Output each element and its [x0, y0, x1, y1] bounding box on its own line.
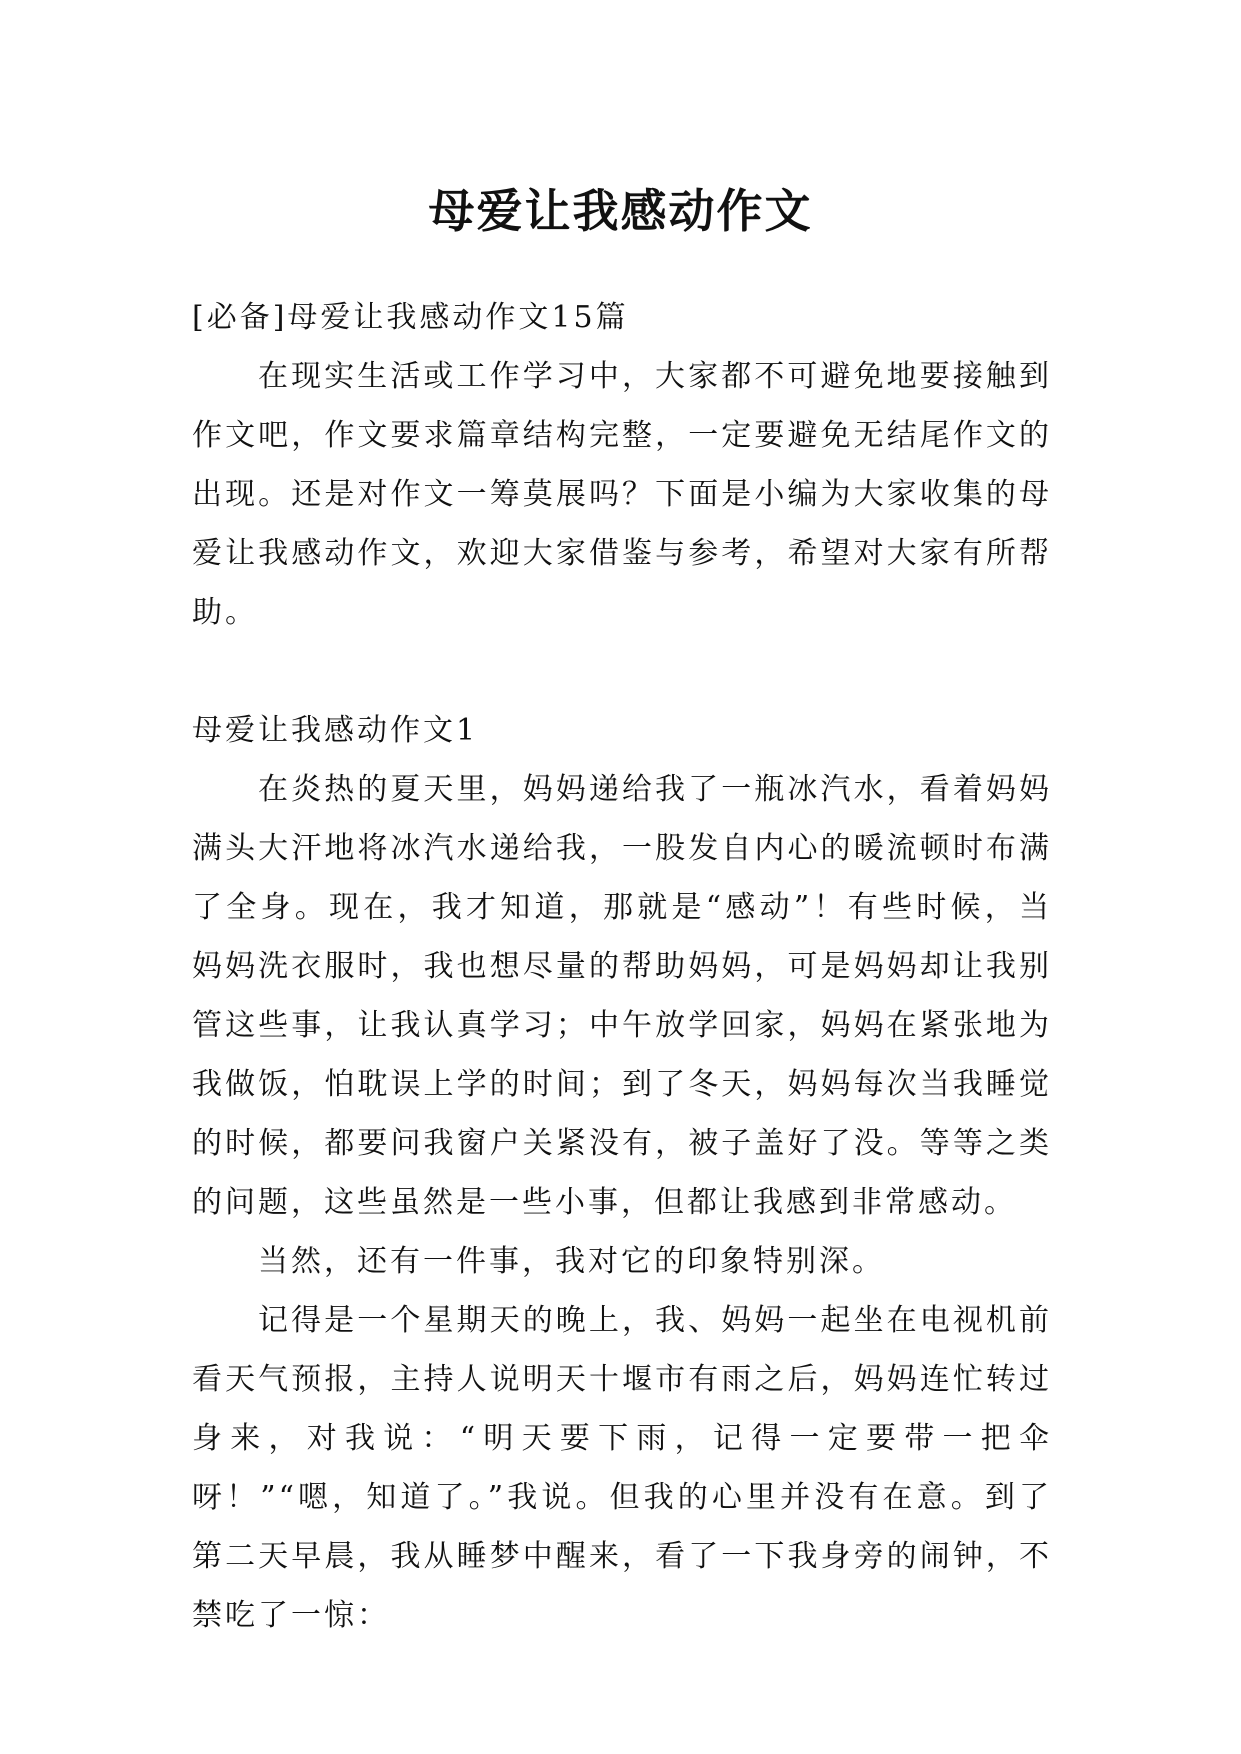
- document-subtitle: [必备]母爱让我感动作文15篇: [192, 300, 629, 335]
- paragraph-spacer: [192, 642, 1052, 701]
- body-paragraph: 当然，还有一件事，我对它的印象特别深。: [258, 1244, 885, 1279]
- document-title: 母爱让我感动作文: [428, 183, 813, 238]
- body-paragraph: 在炎热的夏天里，妈妈递给我了一瓶冰汽水，看着妈妈满头大汗地将冰汽水递给我，一股发自内心的暖流顿时布满了全身。现在，我才知道，那就是“感动”！有些时候，当妈妈洗衣服时，我也想尽量的帮助妈妈，可是妈妈却让我别管这些事，让我认真学习；中午放学回家，妈妈在紧张地为我做饭，怕耽误上学的时间；到了冬天，妈妈每次当我睡觉的时候，都要问我窗户关紧没有，被子盖好了没。等等之类的问题，这些虽然是一些小事，但都让我感到非常感动。: [192, 772, 1052, 1220]
- document-body: [192, 288, 1052, 1645]
- body-paragraph: 记得是一个星期天的晚上，我、妈妈一起坐在电视机前看天气预报，主持人说明天十堰市有雨之后，妈妈连忙转过身来，对我说：“明天要下雨，记得一定要带一把伞呀！”“嗯，知道了。”我说。但我的心里并没有在意。到了第二天早晨，我从睡梦中醒来，看了一下我身旁的闹钟，不禁吃了一惊：: [192, 1303, 1052, 1633]
- section-heading: 母爱让我感动作文1: [192, 713, 479, 748]
- intro-paragraph: 在现实生活或工作学习中，大家都不可避免地要接触到作文吧，作文要求篇章结构完整，一定要避免无结尾作文的出现。还是对作文一筹莫展吗？下面是小编为大家收集的母爱让我感动作文，欢迎大家借鉴与参考，希望对大家有所帮助。: [192, 359, 1052, 630]
